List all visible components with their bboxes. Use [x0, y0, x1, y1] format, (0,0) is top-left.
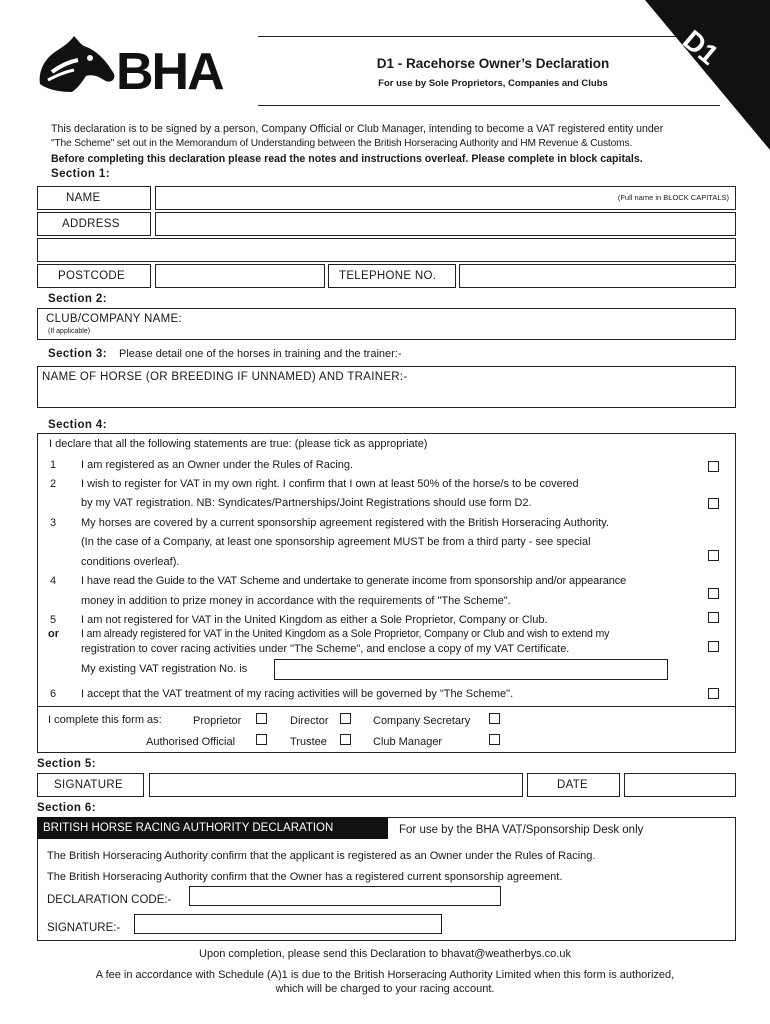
horse-trainer-label: NAME OF HORSE (OR BREEDING IF UNNAMED) AND TRAINER:- [42, 371, 408, 383]
statement-5-or-checkbox[interactable] [708, 641, 719, 652]
bha-declaration-banner [37, 817, 388, 839]
statement-4-num: 4 [50, 575, 57, 587]
desk-note: For use by the BHA VAT/Sponsorship Desk only [399, 824, 644, 836]
role-club-manager-checkbox[interactable] [489, 734, 500, 745]
section-3-heading: Section 3: [48, 348, 107, 360]
signature-input[interactable] [149, 773, 523, 797]
name-label-box [37, 186, 151, 210]
statement-5-or-text-a: I am already registered for VAT in the United Kingdom as a Sole Proprietor, Company or Club and wish to extend my [81, 628, 610, 640]
statement-2-text-b: by my VAT registration. NB: Syndicates/Partnerships/Joint Registrations should use form D2. [81, 497, 532, 509]
role-company-secretary-label: Company Secretary [373, 715, 471, 727]
logo-text: BHA [116, 43, 223, 101]
postcode-label: POSTCODE [58, 270, 125, 282]
intro-line-3: Before completing this declaration please read the notes and instructions overleaf. Please complete in block capitals. [51, 153, 643, 165]
role-director-label: Director [290, 715, 329, 727]
club-company-hint: (If applicable) [48, 328, 91, 335]
intro-line-1: This declaration is to be signed by a person, Company Official or Club Manager, intending to become a VAT registered entity under [51, 123, 664, 135]
statement-5-or-label: or [48, 628, 59, 640]
horse-trainer-box[interactable] [37, 366, 736, 408]
section-3-instruction: Please detail one of the horses in training and the trainer:- [119, 348, 402, 360]
signature-label-box [37, 773, 144, 797]
statement-1-checkbox[interactable] [708, 461, 719, 472]
name-input[interactable] [158, 188, 598, 208]
bha-signature-label: SIGNATURE:- [47, 922, 121, 934]
statement-3-text-c: conditions overleaf). [81, 556, 180, 568]
statement-4-checkbox[interactable] [708, 588, 719, 599]
fee-note-line-2: which will be charged to your racing account. [275, 983, 495, 995]
form-title: D1 - Racehorse Owner’s Declaration [376, 56, 610, 71]
role-authorised-official-label: Authorised Official [146, 736, 236, 748]
signature-label: SIGNATURE [54, 779, 123, 791]
statement-3-text-b: (In the case of a Company, at least one sponsorship agreement MUST be from a third party - see special [81, 536, 591, 548]
confirm-owner-text: The British Horseracing Authority confirm that the applicant is registered as an Owner under the Rules of Racing. [47, 850, 596, 862]
vat-number-label: My existing VAT registration No. is [81, 663, 248, 675]
statement-4-text-a: I have read the Guide to the VAT Scheme and undertake to generate income from sponsorship and/or appearance [81, 575, 627, 587]
statement-2-num: 2 [50, 478, 57, 490]
club-company-box[interactable] [37, 308, 736, 340]
address-line-1-input[interactable] [155, 212, 736, 236]
confirm-sponsorship-text: The British Horseracing Authority confirm that the Owner has a registered current sponsorship agreement. [47, 871, 563, 883]
address-label-box [37, 212, 151, 236]
role-trustee-label: Trustee [290, 736, 327, 748]
address-label: ADDRESS [62, 218, 120, 230]
statement-6-text: I accept that the VAT treatment of my racing activities will be governed by "The Scheme". [81, 688, 514, 700]
name-hint: (Full name in BLOCK CAPITALS) [617, 193, 729, 202]
statement-1-num: 1 [50, 459, 57, 471]
statement-3-checkbox[interactable] [708, 550, 719, 561]
statement-5-num: 5 [50, 614, 57, 626]
statement-4-text-b: money in addition to prize money in accordance with the requirements of "The Scheme". [81, 595, 511, 607]
club-company-label: CLUB/COMPANY NAME: [46, 313, 182, 325]
statement-6-checkbox[interactable] [708, 688, 719, 699]
section-4-heading: Section 4: [48, 419, 107, 431]
postcode-label-box [37, 264, 151, 288]
address-line-2-input[interactable] [37, 238, 736, 262]
bha-signature-input[interactable] [134, 914, 442, 934]
section-1-heading: Section 1: [51, 168, 110, 180]
bha-declaration-title: BRITISH HORSE RACING AUTHORITY DECLARATION [43, 822, 334, 834]
statement-3-num: 3 [50, 517, 57, 529]
corner-tag [645, 0, 770, 150]
declare-text: I declare that all the following statements are true: (please tick as appropriate) [49, 438, 428, 450]
role-company-secretary-checkbox[interactable] [489, 713, 500, 724]
role-authorised-official-checkbox[interactable] [256, 734, 267, 745]
statement-6-num: 6 [50, 688, 57, 700]
vat-number-input[interactable] [274, 659, 668, 680]
date-label: DATE [557, 779, 589, 791]
telephone-label-box [328, 264, 456, 288]
intro-line-2: "The Scheme" set out in the Memorandum of Understanding between the British Horseracing Authority and HM Revenue & Customs. [51, 138, 633, 149]
statement-5-text: I am not registered for VAT in the United Kingdom as either a Sole Proprietor, Company or Club. [81, 614, 548, 626]
statement-3-text-a: My horses are covered by a current sponsorship agreement registered with the British Horseracing Authority. [81, 517, 610, 529]
date-input[interactable] [624, 773, 736, 797]
statement-1-text: I am registered as an Owner under the Rules of Racing. [81, 459, 354, 471]
statement-5-or-text-b: registration to cover racing activities under "The Scheme", and enclose a copy of my VAT Certificate. [81, 643, 570, 655]
section-2-heading: Section 2: [48, 293, 107, 305]
role-proprietor-label: Proprietor [193, 715, 242, 727]
corner-tag-label: D1 [677, 24, 725, 71]
name-label: NAME [66, 192, 101, 204]
section-6-heading: Section 6: [37, 802, 96, 814]
form-subtitle: For use by Sole Proprietors, Companies and Clubs [378, 78, 608, 89]
role-club-manager-label: Club Manager [373, 736, 443, 748]
section-5-heading: Section 5: [37, 758, 96, 770]
complete-as-label: I complete this form as: [48, 714, 162, 726]
role-director-checkbox[interactable] [340, 713, 351, 724]
role-trustee-checkbox[interactable] [340, 734, 351, 745]
postcode-input[interactable] [155, 264, 325, 288]
send-instructions: Upon completion, please send this Declaration to bhavat@weatherbys.co.uk [199, 948, 571, 960]
declaration-code-input[interactable] [189, 886, 501, 906]
statement-2-text-a: I wish to register for VAT in my own right. I confirm that I own at least 50% of the horse/s to be covered [81, 478, 579, 490]
statement-2-checkbox[interactable] [708, 498, 719, 509]
bha-logo [34, 32, 234, 101]
telephone-label: TELEPHONE NO. [339, 270, 437, 282]
fee-note-line-1: A fee in accordance with Schedule (A)1 is due to the British Horseracing Authority Limited when this form is authorized, [95, 969, 675, 981]
statement-5-checkbox[interactable] [708, 612, 719, 623]
date-label-box [527, 773, 620, 797]
declaration-code-label: DECLARATION CODE:- [47, 894, 172, 906]
role-proprietor-checkbox[interactable] [256, 713, 267, 724]
telephone-input[interactable] [459, 264, 736, 288]
